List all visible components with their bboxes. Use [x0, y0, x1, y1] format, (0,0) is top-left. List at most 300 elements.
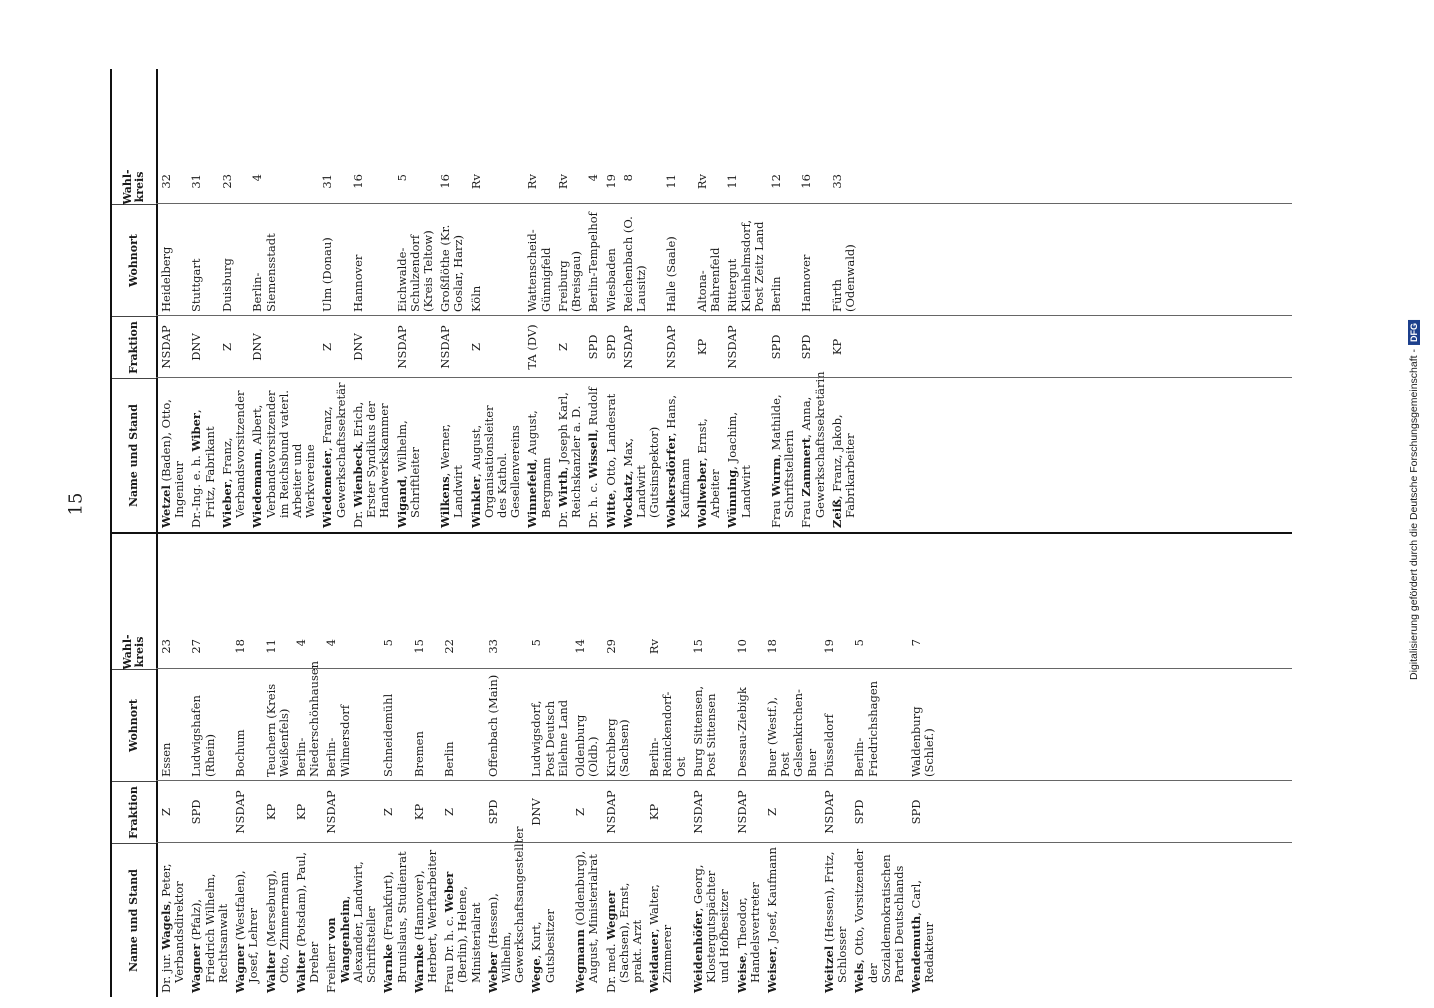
faction: KP [694, 338, 709, 356]
member-name [574, 843, 600, 997]
faction: TA (DV) [525, 324, 540, 370]
member-name [605, 843, 645, 997]
surname: Wigand [394, 479, 409, 528]
member-name [321, 378, 347, 532]
surname: Weber [485, 952, 500, 993]
name-details: , Franz, Gewerkschaftssekretär [320, 382, 348, 518]
member-name [726, 378, 766, 532]
member-name [770, 378, 796, 532]
faction: NSDAP [725, 325, 740, 369]
member-name [910, 843, 936, 997]
faction: NSDAP [821, 790, 836, 834]
member-name [853, 843, 906, 997]
member-name [622, 378, 662, 532]
electoral-district: 18 [764, 639, 779, 654]
name-details: , Joachim, Landwirt [725, 411, 753, 518]
electoral-district: Rv [525, 174, 540, 190]
member-name [190, 378, 216, 532]
rotated-sheet [110, 58, 1290, 1008]
residence: Berlin-Friedrichshagen [852, 680, 880, 777]
member-name [766, 843, 819, 997]
table-row [468, 69, 525, 532]
surname: Walter [293, 950, 308, 993]
faction: Z [320, 343, 335, 351]
member-table-right [110, 69, 1292, 534]
table-row [555, 69, 585, 532]
header-district: Wahl-kreis [121, 169, 146, 205]
surname: Weiser [764, 949, 779, 993]
table-row [380, 534, 410, 997]
name-details: , Joseph Karl, Reichskanzler a. D. [555, 392, 584, 518]
faction: SPD [852, 799, 867, 825]
faction: KP [411, 803, 426, 821]
name-details: , Theodor, Handelsvertreter [734, 882, 762, 983]
faction: KP [647, 803, 662, 821]
header-district: Wahl-kreis [121, 634, 146, 670]
surname: Zeiß [829, 499, 844, 528]
electoral-district: Rv [647, 639, 662, 655]
residence: Köln [468, 285, 483, 312]
surname: Weidenhöfer [690, 911, 705, 993]
residence: Berlin-Tempelhof [586, 212, 601, 312]
name-details: , Erich, Erster Syndikus der Handwerkskammer [350, 401, 392, 518]
faction: NSDAP [394, 325, 409, 369]
electoral-district: 27 [189, 639, 204, 654]
surname: Wilkens [438, 476, 453, 528]
table-row [249, 69, 319, 532]
faction: Z [219, 343, 234, 351]
name-details: (Westfalen), Josef, Lehrer [233, 870, 261, 983]
name-prefix: Dr. h. c. [586, 478, 601, 528]
table-header [112, 534, 158, 997]
residence: Halle (Saale) [664, 236, 679, 312]
table-row [524, 69, 554, 532]
surname: Wetzel [159, 485, 173, 528]
surname: Weise [734, 955, 749, 993]
residence: Stuttgart [189, 258, 204, 312]
residence: Teuchern (Kreis Weißenfels) [263, 683, 291, 777]
name-details: (Hessen), Wilhelm, Gewerkschaftsangestellter [485, 826, 527, 983]
table-row [663, 69, 693, 532]
name-details: , August, Bergmann [525, 410, 553, 518]
name-details: , Franz, Jakob, Fabrikarbeiter [829, 414, 858, 518]
faction: NSDAP [233, 790, 248, 834]
table-row [620, 69, 664, 532]
table-row [908, 534, 938, 997]
faction: NSDAP [159, 325, 173, 369]
member-table-left [110, 534, 1292, 997]
faction: SPD [768, 334, 783, 360]
name-details: , Max, Landwirt (Gutsinspektor) [620, 426, 662, 518]
residence: Wiesbaden [603, 248, 618, 312]
dfg-logo: DFG [1408, 320, 1420, 345]
member-name [352, 378, 392, 532]
surname: Wissell [586, 432, 601, 479]
residence: Berlin-Niederschönhausen [293, 660, 322, 777]
member-name [485, 826, 527, 997]
faction: KP [829, 338, 844, 356]
name-details: (Oldenburg), August, Ministerialrat [573, 850, 601, 983]
surname: Walter [263, 950, 278, 993]
name-prefix: Dr. med. [603, 939, 618, 993]
member-name [736, 843, 762, 997]
electoral-district: 16 [350, 174, 365, 189]
name-details: , Wilhelm, Schriftleiter [394, 420, 422, 518]
surname: Wiedemann [250, 451, 265, 528]
name-details: , Carl, Redakteur [909, 879, 937, 983]
table-row [350, 69, 394, 532]
member-name [530, 843, 570, 997]
surname: Wollweber [694, 460, 709, 528]
faction: Z [764, 808, 779, 816]
residence: Ludwigshafen (Rhein) [189, 695, 217, 777]
header-residence: Wohnort [112, 204, 156, 316]
table-row [263, 534, 293, 997]
electoral-district: 18 [233, 639, 248, 654]
faction: DNV [350, 333, 365, 361]
residence: Ulm (Donau) [320, 237, 335, 312]
residence: Ludwigsdorf, Post Deutsch Eilehne Land [529, 699, 570, 777]
surname: Weidauer [647, 932, 662, 993]
residence: Hannover [799, 254, 814, 312]
member-name [443, 843, 483, 997]
table-row [734, 534, 764, 997]
name-details: , Walter, Zimmerer [647, 884, 675, 983]
table-body [158, 69, 859, 532]
faction: DNV [250, 333, 265, 361]
faction: NSDAP [664, 325, 679, 369]
member-name [265, 843, 291, 997]
electoral-district: 5 [394, 174, 409, 182]
surname: Wels [852, 962, 867, 993]
surname: Wegner [603, 890, 618, 940]
residence: Berlin-Siemensstadt [250, 233, 278, 312]
residence: Dessau-Ziebigk [734, 687, 749, 777]
faction: Z [442, 808, 457, 816]
table-row [690, 534, 734, 997]
surname: Wockatz [620, 474, 635, 528]
electoral-district: 31 [320, 174, 335, 189]
electoral-district: 11 [664, 174, 679, 189]
residence: Hannover [350, 254, 365, 312]
name-details: , Otto, Landesrat [603, 393, 618, 493]
electoral-district: 5 [381, 639, 396, 647]
electoral-district: 11 [725, 174, 740, 189]
faction: Z [468, 343, 483, 351]
name-details: (Baden), Otto, Ingenieur [159, 399, 187, 518]
residence: Burg Sittensen, Post Sittensen [690, 685, 719, 777]
name-details: , Franz, Verbandsvorsitzender [219, 390, 248, 518]
residence: Duisburg [219, 258, 234, 312]
name-details: (Hessen), Fritz, Schlosser [821, 851, 850, 983]
name-details: (Hannover), Herbert, Werftarbeiter [411, 849, 439, 983]
surname: Winnefeld [525, 462, 540, 528]
faction: NSDAP [734, 790, 749, 834]
electoral-district: 5 [852, 639, 867, 647]
table-row [188, 534, 232, 997]
electoral-district: 29 [603, 639, 618, 654]
electoral-district: 10 [734, 639, 749, 654]
residence: Berlin-Reinickendorf-Ost [647, 691, 688, 777]
surname: Weitzel [821, 945, 836, 993]
electoral-district: 4 [324, 639, 339, 647]
member-name [665, 378, 691, 532]
member-name [251, 378, 317, 532]
residence: Düsseldorf [821, 714, 836, 777]
name-prefix: Dr. jur. [159, 949, 173, 993]
name-details: , August, Organisationsleiter des Kathol. Gesellenvereins [468, 405, 523, 518]
faction: DNV [529, 798, 544, 826]
residence: Fürth (Odenwald) [829, 244, 858, 312]
name-details: , Albert, Verbandsvorsitzender im Reichsbund vaterl. Arbeiter und Werkvereine [250, 390, 318, 518]
table-row [323, 534, 380, 997]
table-row [603, 69, 620, 532]
name-details: , Georg, Klostergutspächter und Hofbesitzer [690, 864, 732, 983]
member-name [605, 378, 618, 532]
faction: SPD [189, 799, 204, 825]
electoral-district: 4 [293, 639, 308, 647]
name-prefix: Dr.-Ing. e. h. [189, 451, 204, 528]
name-details: , Alexander, Landwirt, Schriftsteller [337, 861, 379, 983]
name-details: (Potsdam), Paul, Dreher [293, 851, 322, 983]
electoral-district: 5 [529, 639, 544, 647]
name-details: , Josef, Kaufmann [764, 847, 779, 950]
member-name [831, 378, 857, 532]
residence: Waldenburg (Schlef.) [909, 706, 937, 777]
table-row [319, 69, 349, 532]
residence: Altona-Bahrenfeld [694, 247, 723, 312]
electoral-district: 8 [620, 174, 635, 182]
table-row [764, 534, 821, 997]
header-name: Name und Stand [112, 843, 156, 997]
table-body [158, 534, 939, 997]
residence: Großflöthe (Kr. Goslar, Harz) [438, 224, 466, 312]
table-row [158, 534, 188, 997]
name-details: (Sachsen), Ernst, prakt. Arzt [616, 882, 644, 983]
faction: Z [573, 808, 588, 816]
member-name [382, 843, 408, 997]
table-row [585, 69, 602, 532]
residence: Berlin [768, 276, 783, 312]
name-details: , Otto, Vorsitzender der Sozialdemokratischen Partei Deutschlands [852, 848, 906, 983]
electoral-district: 23 [159, 639, 173, 654]
name-prefix: Dr. [555, 507, 570, 528]
surname: Wiber [189, 413, 204, 452]
table-header [112, 69, 158, 532]
table-row [394, 69, 438, 532]
electoral-district: 23 [219, 174, 234, 189]
table-row [441, 534, 485, 997]
electoral-district: 16 [438, 174, 453, 189]
table-row [821, 534, 851, 997]
faction: SPD [909, 799, 924, 825]
table-row [768, 69, 798, 532]
page-number: 15 [65, 492, 87, 516]
electoral-district: 33 [485, 639, 500, 654]
electoral-district: 15 [690, 639, 705, 654]
surname: Wienbeck [350, 444, 365, 508]
faction: NSDAP [690, 790, 705, 834]
member-name [823, 843, 849, 997]
name-prefix: Freiherr [324, 940, 339, 993]
faction: DNV [189, 333, 204, 361]
residence: Eichwalde-Schulzendorf (Kreis Teltow) [394, 230, 435, 312]
name-details: (Berlin), Helene, Ministerialrat [455, 886, 483, 983]
name-details: , Kurt, Gutsbesitzer [529, 909, 557, 983]
member-name [557, 378, 583, 532]
residence: Offenbach (Main) [485, 674, 500, 777]
residence: Heidelberg [159, 246, 173, 312]
name-details: , Anna, Gewerkschaftssekretärin [799, 371, 827, 518]
residence: Oldenburg (Oldb.) [573, 714, 601, 777]
residence: Berlin-Wilmersdorf [324, 704, 352, 777]
name-prefix: Frau [768, 496, 783, 528]
residence: Bochum [233, 729, 248, 777]
electoral-district: 14 [573, 639, 588, 654]
surname: Weber [442, 871, 457, 913]
residence: Buer (Westf.), Post Gelsenkirchen-Buer [764, 689, 819, 777]
member-name [439, 378, 465, 532]
electoral-district: Rv [694, 174, 709, 190]
table-row [293, 534, 323, 997]
name-details: , Ernst, Arbeiter [694, 418, 723, 518]
table-row [798, 69, 828, 532]
name-details: (Pfalz), Friedrich Wilhelm, Rechtsanwalt [189, 873, 230, 983]
electoral-district: 15 [411, 639, 426, 654]
table-row [188, 69, 218, 532]
surname: von Wangenheim [324, 899, 352, 983]
name-details: , Rudolf [586, 387, 601, 433]
electoral-district: 22 [442, 639, 457, 654]
surname: Winkler [468, 476, 483, 528]
residence: Reichenbach (O. Lausitz) [620, 216, 648, 312]
surname: Zammert [799, 437, 814, 497]
member-name [160, 843, 186, 997]
electoral-district: 31 [189, 174, 204, 189]
table-row [572, 534, 602, 997]
table-row [829, 69, 859, 532]
electoral-district: Rv [468, 174, 483, 190]
residence: Rittergut Kleinhelmsdorf, Post Zeitz Land [725, 219, 766, 312]
electoral-district: 7 [909, 639, 924, 647]
name-details: , Werner, Landwirt [438, 423, 466, 518]
faction: SPD [603, 334, 618, 360]
electoral-district: 32 [159, 174, 173, 189]
name-prefix: Frau Dr. h. c. [442, 912, 457, 993]
faction: Z [555, 343, 570, 351]
table-row [485, 534, 529, 997]
table-row [158, 69, 188, 532]
member-name [221, 378, 247, 532]
faction: NSDAP [603, 790, 618, 834]
residence: Bremen [411, 731, 426, 777]
surname: Wagels [159, 904, 173, 950]
surname: Wegmann [573, 929, 588, 993]
residence: Schneidemühl [381, 693, 396, 777]
name-details: (Frankfurt), Brunislaus, Studienrat [381, 851, 409, 983]
faction: NSDAP [620, 325, 635, 369]
member-name [799, 371, 827, 532]
surname: Wege [529, 958, 544, 993]
residence: Wattenscheid-Günnigfeld [525, 229, 553, 312]
surname: Warnke [411, 943, 426, 993]
header-faction: Fraktion [112, 781, 156, 843]
member-name [413, 843, 439, 997]
name-details: , Hans, Kaufmann [664, 394, 692, 518]
table-row [232, 534, 262, 997]
electoral-district: 16 [799, 174, 814, 189]
faction: SPD [586, 334, 601, 360]
table-row [411, 534, 441, 997]
surname: Wünning [725, 469, 740, 528]
member-name [696, 378, 722, 532]
faction: SPD [799, 334, 814, 360]
faction: NSDAP [438, 325, 453, 369]
table-row [219, 69, 249, 532]
header-name: Name und Stand [112, 378, 156, 532]
member-name [295, 843, 321, 997]
member-name [587, 378, 600, 532]
page [110, 69, 1290, 997]
member-name [396, 378, 436, 532]
electoral-district: 4 [250, 174, 265, 182]
surname: Wurm [768, 457, 783, 497]
header-faction: Fraktion [112, 316, 156, 378]
member-name [526, 378, 552, 532]
surname: Wieber [219, 482, 234, 528]
table-row [851, 534, 908, 997]
table-row [646, 534, 690, 997]
residence: Berlin [442, 741, 457, 777]
faction: Z [159, 808, 173, 816]
name-details: , Fritz, Fabrikant [189, 409, 217, 518]
electoral-district: 19 [603, 174, 618, 189]
faction: Z [381, 808, 396, 816]
electoral-district: Rv [555, 174, 570, 190]
surname: Wagner [233, 943, 248, 993]
member-name [160, 378, 186, 532]
funding-note [1408, 320, 1420, 680]
name-details: , Mathilde, Schriftstellerin [768, 394, 797, 518]
member-name [325, 843, 378, 997]
surname: Wirth [555, 470, 570, 508]
table-row [528, 534, 572, 997]
electoral-district: 12 [768, 174, 783, 189]
member-name [470, 378, 523, 532]
residence: Kirchberg (Sachsen) [603, 718, 631, 777]
member-name [190, 843, 230, 997]
faction: KP [263, 803, 278, 821]
electoral-district: 19 [821, 639, 836, 654]
electoral-district: 11 [263, 639, 278, 654]
table-row [724, 69, 768, 532]
faction: SPD [485, 799, 500, 825]
name-details: , Peter, Verbandsdirektor [159, 863, 187, 983]
name-prefix: Frau [799, 496, 814, 528]
surname: Wendemuth [909, 915, 924, 993]
header-residence: Wohnort [112, 669, 156, 781]
member-name [692, 843, 732, 997]
electoral-district: 33 [829, 174, 844, 189]
member-name [234, 843, 260, 997]
surname: Wiedemeier [320, 451, 335, 528]
surname: Wagner [189, 943, 204, 993]
member-name [648, 843, 688, 997]
table-row [694, 69, 724, 532]
funding-note-text: Digitalisierung gefördert durch die Deutsche Forschungsgemeinschaft - [1408, 349, 1420, 680]
surname: Witte [603, 492, 618, 528]
name-prefix: Dr. [350, 507, 365, 528]
